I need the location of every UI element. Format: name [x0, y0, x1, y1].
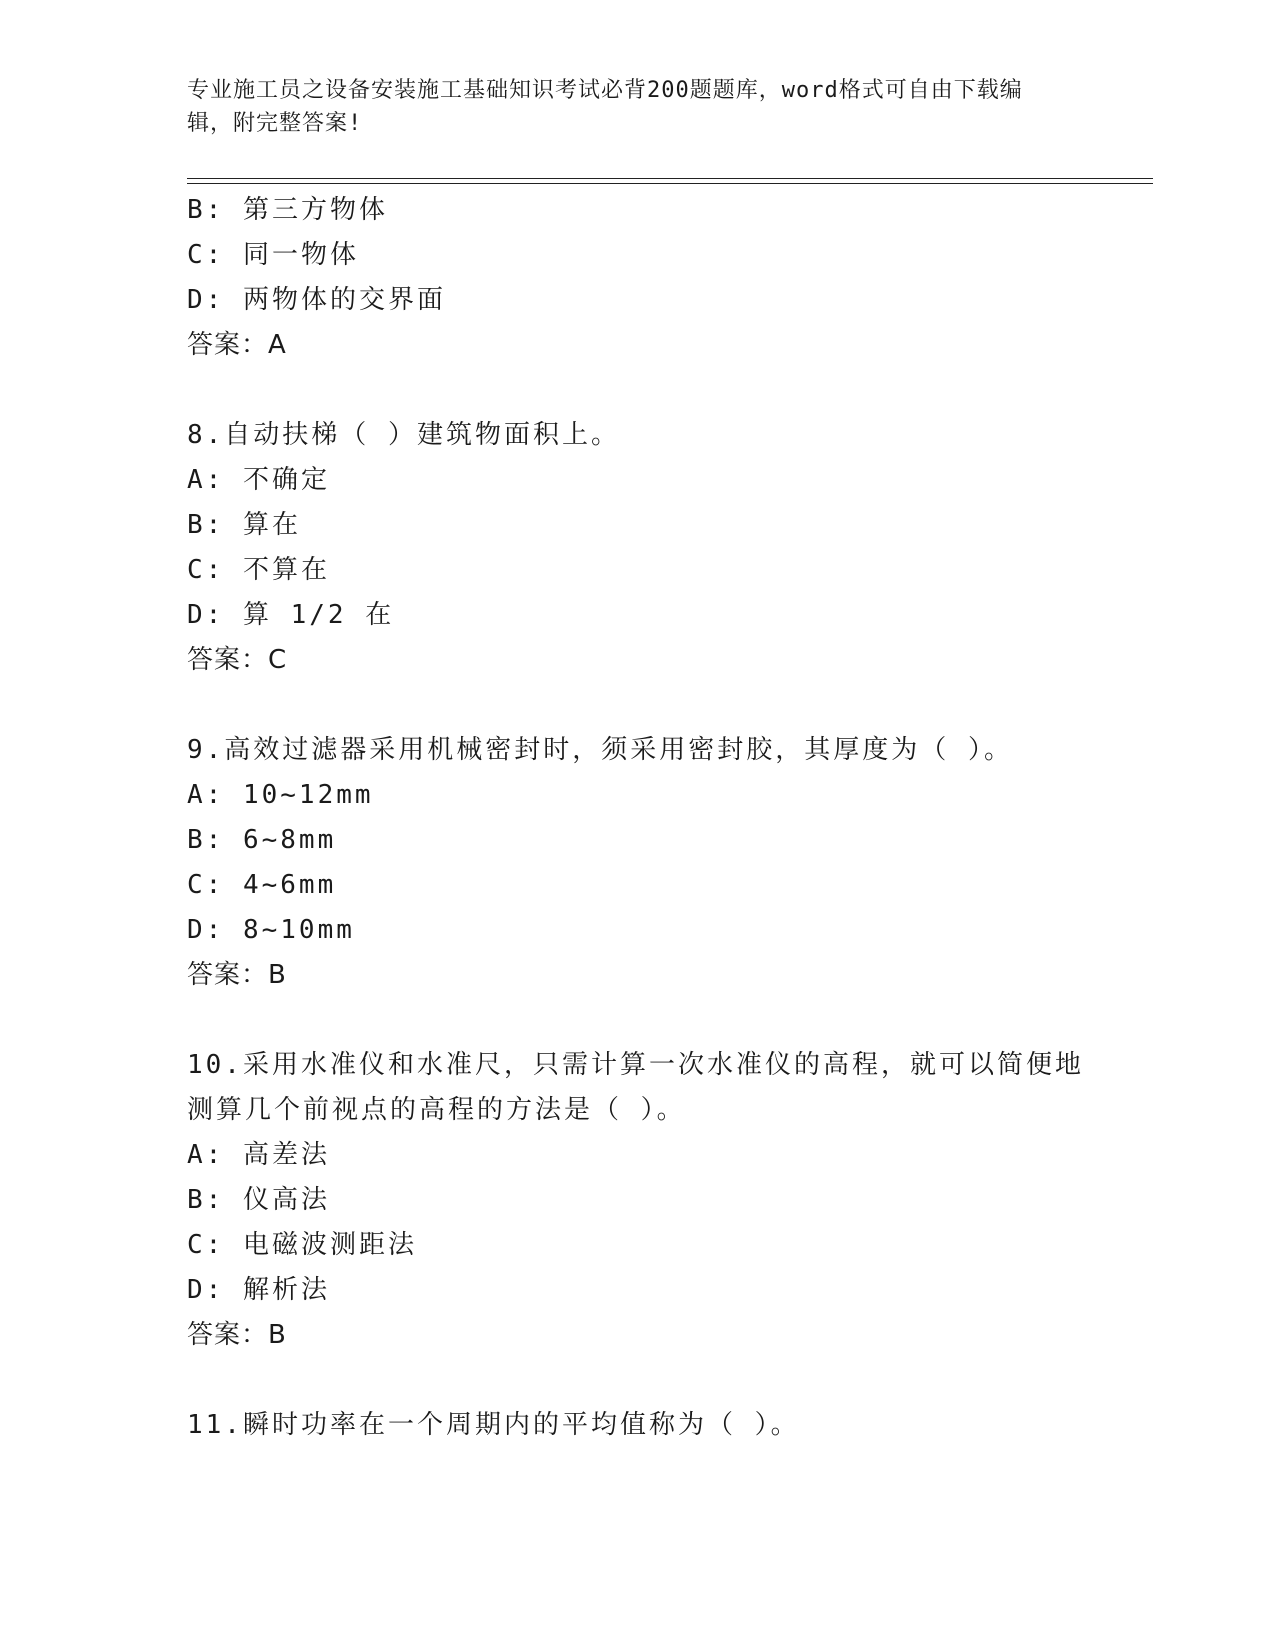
question-line: 9.高效过滤器采用机械密封时，须采用密封胶，其厚度为（ ）。 — [187, 735, 1013, 765]
option-line: A: 不确定 — [187, 465, 330, 495]
header-divider — [187, 178, 1153, 184]
option-line: C: 电磁波测距法 — [187, 1230, 417, 1260]
question-line: 测算几个前视点的高程的方法是（ ）。 — [187, 1095, 686, 1125]
option-line: A: 高差法 — [187, 1140, 330, 1170]
option-line: D: 解析法 — [187, 1275, 330, 1305]
answer-line: 答案：B — [187, 1320, 287, 1350]
answer-line: 答案：C — [187, 645, 288, 675]
option-line: D: 算 1/2 在 — [187, 600, 395, 630]
option-line: B: 仪高法 — [187, 1185, 330, 1215]
option-line: B: 6~8mm — [187, 825, 337, 855]
option-line: B: 算在 — [187, 510, 301, 540]
question-line: 8.自动扶梯（ ）建筑物面积上。 — [187, 420, 620, 450]
answer-line: 答案：A — [187, 330, 287, 360]
answer-line: 答案：B — [187, 960, 287, 990]
option-line: C: 不算在 — [187, 555, 330, 585]
option-line: B: 第三方物体 — [187, 195, 388, 225]
option-line: D: 8~10mm — [187, 915, 355, 945]
option-line: D: 两物体的交界面 — [187, 285, 446, 315]
document-header: 专业施工员之设备安装施工基础知识考试必背200题题库，word格式可自由下载编辑，附完整答案! — [187, 78, 1023, 136]
option-line: A: 10~12mm — [187, 780, 374, 810]
option-line: C: 同一物体 — [187, 240, 359, 270]
question-line: 10.采用水准仪和水准尺，只需计算一次水准仪的高程，就可以简便地 — [187, 1050, 1084, 1080]
question-line: 11.瞬时功率在一个周期内的平均值称为（ ）。 — [187, 1410, 800, 1440]
option-line: C: 4~6mm — [187, 870, 337, 900]
